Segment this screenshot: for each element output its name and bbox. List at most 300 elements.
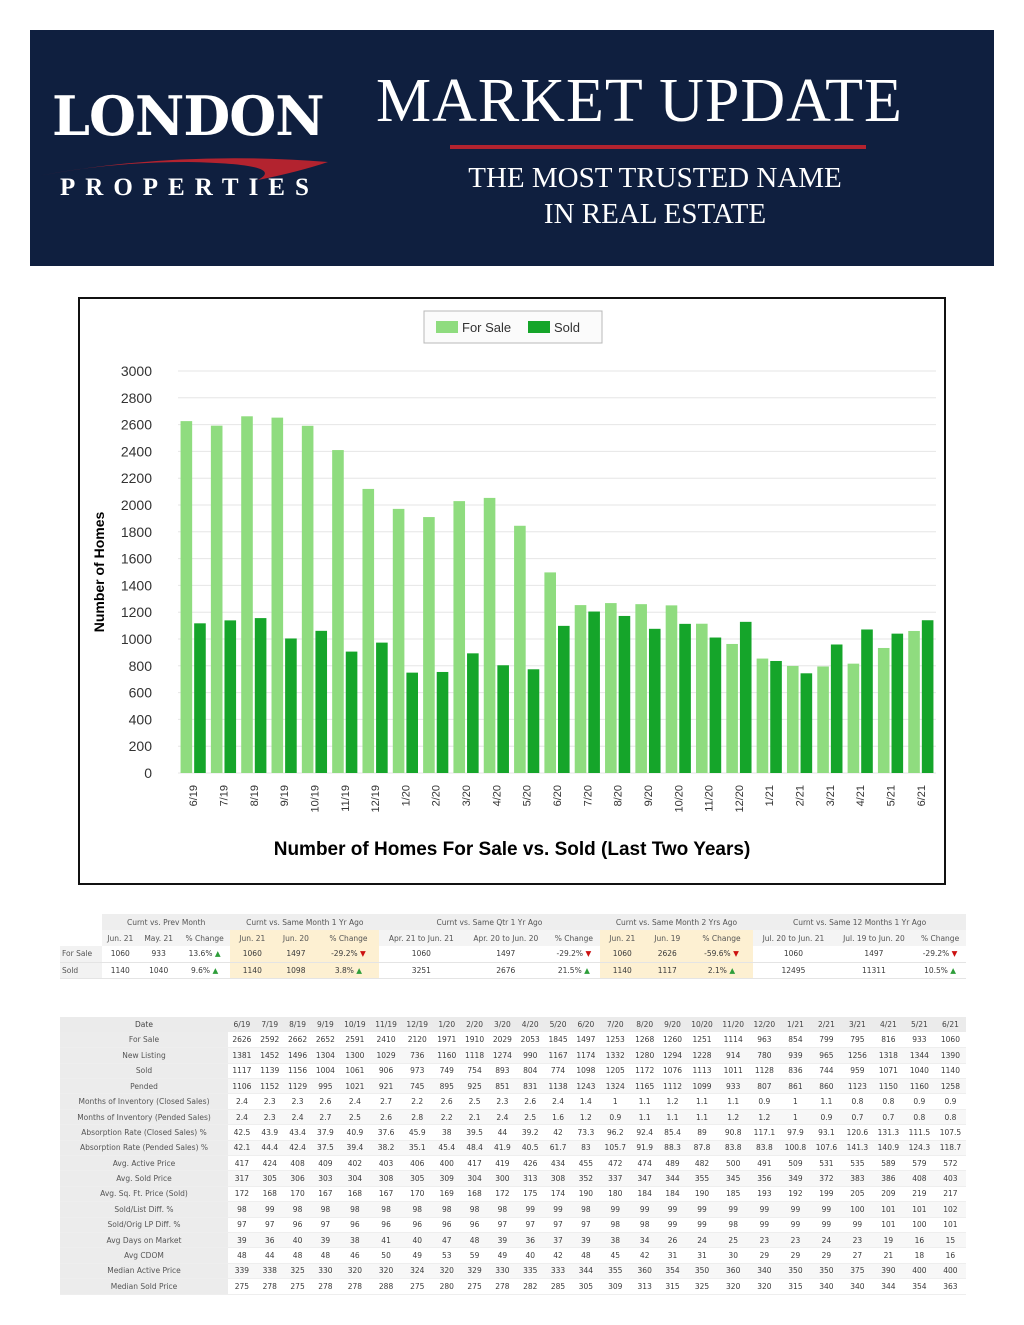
summary-column-header: Jul. 20 to Jun. 21: [753, 930, 833, 946]
table-cell: 97: [256, 1217, 284, 1232]
table-cell: 973: [402, 1063, 433, 1078]
table-cell: 417: [461, 1156, 489, 1171]
table-cell: 340: [749, 1263, 780, 1278]
table-cell: 282: [516, 1279, 544, 1294]
table-cell: 98: [284, 1202, 312, 1217]
table-cell: 1152: [256, 1079, 284, 1094]
table-cell: 303: [311, 1171, 339, 1186]
table-cell: 309: [433, 1171, 461, 1186]
summary-column-header: Apr. 21 to Jun. 21: [379, 930, 463, 946]
table-cell: 275: [228, 1279, 256, 1294]
table-cell: 2.4: [228, 1094, 256, 1109]
table-cell: 73.3: [572, 1125, 600, 1140]
table-cell: 1112: [659, 1079, 687, 1094]
summary-value-cell: 1060: [379, 946, 463, 962]
table-cell: 45.4: [433, 1140, 461, 1155]
x-tick-label: 6/20: [552, 785, 564, 807]
table-cell: 1332: [600, 1048, 631, 1063]
row-label: Months of Inventory (Pended Sales): [60, 1109, 228, 1124]
percent-change-cell: 21.5% ▲: [548, 962, 600, 978]
arrow-up-icon: ▲: [726, 965, 736, 975]
table-cell: 83.8: [718, 1140, 749, 1155]
table-cell: 308: [544, 1171, 572, 1186]
table-cell: 408: [284, 1156, 312, 1171]
table-cell: 990: [516, 1048, 544, 1063]
row-label: Pended: [60, 1079, 228, 1094]
table-cell: 141.3: [842, 1140, 873, 1155]
table-cell: 98: [488, 1202, 516, 1217]
table-cell: 354: [904, 1279, 935, 1294]
legend-label: Sold: [554, 320, 581, 335]
table-cell: 2029: [488, 1032, 516, 1047]
summary-value-cell: 1497: [464, 946, 548, 962]
table-cell: 34: [631, 1232, 659, 1247]
table-cell: 99: [659, 1202, 687, 1217]
table-cell: 1.1: [631, 1094, 659, 1109]
table-cell: 795: [842, 1032, 873, 1047]
table-cell: 2053: [516, 1032, 544, 1047]
table-cell: 774: [544, 1063, 572, 1078]
table-cell: 305: [402, 1171, 433, 1186]
table-cell: 1076: [659, 1063, 687, 1078]
table-cell: 37: [544, 1232, 572, 1247]
y-tick-label: 2200: [120, 470, 152, 487]
row-label: New Listing: [60, 1048, 228, 1063]
table-cell: 99: [544, 1202, 572, 1217]
table-cell: 2.3: [488, 1094, 516, 1109]
table-cell: 2.4: [228, 1109, 256, 1124]
month-column-header: 6/20: [572, 1017, 600, 1032]
summary-value-cell: 1098: [274, 962, 318, 978]
arrow-down-icon: ▼: [949, 949, 958, 959]
table-cell: 1268: [631, 1032, 659, 1047]
summary-value-cell: 12495: [753, 962, 833, 978]
table-cell: 754: [461, 1063, 489, 1078]
table-cell: 1004: [311, 1063, 339, 1078]
x-tick-label: 12/20: [733, 785, 746, 813]
summary-row-label: For Sale: [60, 946, 102, 962]
x-tick-label: 1/21: [764, 785, 777, 807]
bar-sold: [497, 665, 509, 773]
bar-sold: [376, 643, 388, 773]
table-cell: 1381: [228, 1048, 256, 1063]
bar-for-sale: [757, 659, 769, 773]
table-cell: 320: [433, 1263, 461, 1278]
bar-for-sale: [393, 509, 405, 773]
month-column-header: 11/19: [370, 1017, 401, 1032]
table-cell: 2.3: [284, 1094, 312, 1109]
table-cell: 91.9: [631, 1140, 659, 1155]
table-cell: 402: [339, 1156, 370, 1171]
table-cell: 1243: [572, 1079, 600, 1094]
table-cell: 180: [600, 1186, 631, 1201]
table-cell: 107.6: [811, 1140, 842, 1155]
table-cell: 38.2: [370, 1140, 401, 1155]
x-tick-label: 5/20: [521, 785, 534, 807]
summary-value-cell: 1060: [102, 946, 139, 962]
table-cell: 23: [749, 1232, 780, 1247]
bar-sold: [740, 622, 752, 773]
bar-sold: [346, 652, 358, 773]
table-cell: 88.3: [659, 1140, 687, 1155]
table-cell: 18: [904, 1248, 935, 1263]
bar-sold: [892, 634, 904, 773]
table-cell: 304: [339, 1171, 370, 1186]
summary-subheader-row: [60, 930, 966, 946]
table-cell: 38: [433, 1125, 461, 1140]
bar-for-sale: [848, 664, 860, 773]
table-cell: 1497: [572, 1032, 600, 1047]
table-cell: 1099: [686, 1079, 717, 1094]
table-cell: 1.1: [631, 1109, 659, 1124]
table-cell: 347: [631, 1171, 659, 1186]
table-cell: 44: [488, 1125, 516, 1140]
table-cell: 209: [873, 1186, 904, 1201]
table-cell: 278: [339, 1279, 370, 1294]
tagline-line-1: THE MOST TRUSTED NAME: [468, 162, 842, 194]
summary-column-header: Jun. 21: [230, 930, 274, 946]
x-tick-label: 11/20: [703, 785, 716, 812]
summary-row: [60, 946, 966, 962]
table-cell: 96: [402, 1217, 433, 1232]
bar-sold: [801, 673, 813, 773]
table-cell: 99: [600, 1202, 631, 1217]
summary-column-header: % Change: [318, 930, 379, 946]
table-cell: 906: [370, 1063, 401, 1078]
legend-swatch: [528, 321, 550, 333]
table-cell: 97: [228, 1217, 256, 1232]
table-cell: 38: [339, 1232, 370, 1247]
table-cell: 345: [718, 1171, 749, 1186]
summary-value-cell: 2676: [464, 962, 548, 978]
table-cell: 184: [631, 1186, 659, 1201]
x-tick-label: 6/19: [188, 785, 201, 807]
bar-for-sale: [666, 605, 678, 773]
x-tick-label: 3/21: [824, 785, 837, 807]
table-cell: 1123: [842, 1079, 873, 1094]
y-tick-label: 1400: [120, 577, 152, 594]
table-cell: 344: [659, 1171, 687, 1186]
table-cell: 99: [811, 1202, 842, 1217]
table-cell: 37.9: [311, 1125, 339, 1140]
table-cell: 1.1: [718, 1094, 749, 1109]
table-cell: 313: [631, 1279, 659, 1294]
table-cell: 275: [461, 1279, 489, 1294]
table-cell: 111.5: [904, 1125, 935, 1140]
table-cell: 170: [284, 1186, 312, 1201]
x-tick-label: 4/21: [855, 785, 868, 807]
table-cell: 278: [256, 1279, 284, 1294]
summary-value-cell: 1060: [753, 946, 833, 962]
arrow-down-icon: ▼: [357, 949, 366, 959]
table-cell: 1390: [935, 1048, 966, 1063]
table-cell: 0.7: [842, 1109, 873, 1124]
table-cell: 1253: [600, 1032, 631, 1047]
table-cell: 1304: [311, 1048, 339, 1063]
x-tick-label: 9/19: [279, 785, 292, 807]
table-cell: 97.9: [780, 1125, 811, 1140]
table-cell: 1228: [686, 1048, 717, 1063]
row-label: Avg. Sq. Ft. Price (Sold): [60, 1186, 228, 1201]
table-cell: 804: [516, 1063, 544, 1078]
table-cell: 1113: [686, 1063, 717, 1078]
bar-sold: [224, 620, 236, 773]
table-cell: 37.5: [311, 1140, 339, 1155]
table-cell: 275: [402, 1279, 433, 1294]
table-cell: 1150: [873, 1079, 904, 1094]
table-cell: 324: [402, 1263, 433, 1278]
table-cell: 0.9: [600, 1109, 631, 1124]
x-tick-label: 10/19: [309, 785, 322, 813]
table-cell: 99: [256, 1202, 284, 1217]
month-column-header: 10/20: [686, 1017, 717, 1032]
bar-sold: [831, 644, 843, 773]
summary-column-header: % Change: [914, 930, 966, 946]
row-label: Avg. Active Price: [60, 1156, 228, 1171]
table-cell: 170: [402, 1186, 433, 1201]
table-cell: 190: [572, 1186, 600, 1201]
table-cell: 102: [935, 1202, 966, 1217]
row-label: For Sale: [60, 1032, 228, 1047]
table-cell: 1324: [600, 1079, 631, 1094]
table-cell: 965: [811, 1048, 842, 1063]
table-cell: 350: [780, 1263, 811, 1278]
row-label: Sold/Orig LP Diff. %: [60, 1217, 228, 1232]
table-cell: 330: [488, 1263, 516, 1278]
bar-for-sale: [423, 517, 435, 773]
table-cell: 1140: [935, 1063, 966, 1078]
table-cell: 2.4: [488, 1109, 516, 1124]
month-column-header: 12/20: [749, 1017, 780, 1032]
summary-value-cell: 1497: [834, 946, 914, 962]
table-cell: 340: [842, 1279, 873, 1294]
table-cell: 90.8: [718, 1125, 749, 1140]
table-cell: 360: [718, 1263, 749, 1278]
summary-value-cell: 1140: [600, 962, 645, 978]
table-cell: 2.3: [256, 1094, 284, 1109]
table-cell: 19: [873, 1232, 904, 1247]
y-tick-label: 2000: [120, 497, 152, 513]
table-cell: 193: [749, 1186, 780, 1201]
table-cell: 744: [811, 1063, 842, 1078]
table-cell: 1910: [461, 1032, 489, 1047]
table-cell: 101: [904, 1202, 935, 1217]
table-cell: 184: [659, 1186, 687, 1201]
summary-value-cell: 1040: [139, 962, 179, 978]
table-cell: 174: [544, 1186, 572, 1201]
table-cell: 98: [433, 1202, 461, 1217]
table-cell: 46: [339, 1248, 370, 1263]
summary-column-header: Jun. 19: [645, 930, 690, 946]
table-cell: 914: [718, 1048, 749, 1063]
table-cell: 1117: [228, 1063, 256, 1078]
table-cell: 100: [904, 1217, 935, 1232]
table-cell: 2.7: [370, 1094, 401, 1109]
month-column-header: 2/21: [811, 1017, 842, 1032]
table-cell: 16: [904, 1232, 935, 1247]
bar-sold: [619, 616, 631, 773]
comparison-summary-table: [60, 914, 966, 979]
table-cell: 97: [572, 1217, 600, 1232]
table-cell: 105.7: [600, 1140, 631, 1155]
table-cell: 535: [842, 1156, 873, 1171]
tagline-line-2: IN REAL ESTATE: [543, 198, 767, 230]
table-cell: 749: [433, 1063, 461, 1078]
table-cell: 895: [433, 1079, 461, 1094]
table-cell: 2.6: [370, 1109, 401, 1124]
y-tick-label: 2400: [120, 443, 152, 460]
table-cell: 96: [461, 1217, 489, 1232]
table-cell: 98: [228, 1202, 256, 1217]
table-cell: 333: [544, 1263, 572, 1278]
table-cell: 2120: [402, 1032, 433, 1047]
table-cell: 921: [370, 1079, 401, 1094]
table-cell: 836: [780, 1063, 811, 1078]
table-cell: 0.9: [749, 1094, 780, 1109]
month-column-header: 6/19: [228, 1017, 256, 1032]
table-cell: 386: [873, 1171, 904, 1186]
month-column-header: 7/20: [600, 1017, 631, 1032]
table-cell: 169: [433, 1186, 461, 1201]
table-cell: 736: [402, 1048, 433, 1063]
table-cell: 851: [488, 1079, 516, 1094]
table-cell: 85.4: [659, 1125, 687, 1140]
table-row: [60, 1109, 966, 1124]
table-cell: 1258: [935, 1079, 966, 1094]
table-cell: 278: [488, 1279, 516, 1294]
bar-for-sale: [726, 644, 738, 773]
bar-for-sale: [453, 501, 465, 773]
table-cell: 288: [370, 1279, 401, 1294]
table-cell: 417: [228, 1156, 256, 1171]
table-cell: 320: [718, 1279, 749, 1294]
table-cell: 455: [572, 1156, 600, 1171]
month-column-header: 11/20: [718, 1017, 749, 1032]
table-row: [60, 1171, 966, 1186]
table-cell: 1138: [544, 1079, 572, 1094]
table-cell: 98: [370, 1202, 401, 1217]
table-cell: 509: [780, 1156, 811, 1171]
table-cell: 589: [873, 1156, 904, 1171]
table-cell: 1128: [749, 1063, 780, 1078]
table-cell: 403: [370, 1156, 401, 1171]
table-cell: 933: [718, 1079, 749, 1094]
table-cell: 99: [780, 1202, 811, 1217]
table-cell: 275: [284, 1279, 312, 1294]
table-cell: 893: [488, 1063, 516, 1078]
summary-column-header: May. 21: [139, 930, 179, 946]
table-cell: 1139: [256, 1063, 284, 1078]
y-tick-label: 3000: [120, 363, 152, 379]
table-cell: 24: [811, 1232, 842, 1247]
arrow-up-icon: ▲: [353, 965, 363, 975]
bar-for-sale: [514, 526, 526, 773]
arrow-down-icon: ▼: [583, 949, 592, 959]
table-cell: 190: [686, 1186, 717, 1201]
table-cell: 44: [256, 1248, 284, 1263]
month-column-header: 10/19: [339, 1017, 370, 1032]
table-cell: 831: [516, 1079, 544, 1094]
table-cell: 1: [600, 1094, 631, 1109]
table-cell: 83.8: [749, 1140, 780, 1155]
table-cell: 98: [631, 1217, 659, 1232]
table-cell: 36: [256, 1232, 284, 1247]
row-label: Avg CDOM: [60, 1248, 228, 1263]
table-cell: 99: [659, 1217, 687, 1232]
x-tick-label: 3/20: [461, 785, 474, 807]
percent-change-cell: -29.2% ▼: [914, 946, 966, 962]
table-cell: 16: [935, 1248, 966, 1263]
table-cell: 745: [402, 1079, 433, 1094]
table-cell: 1160: [904, 1079, 935, 1094]
table-cell: 100.8: [780, 1140, 811, 1155]
table-cell: 40: [516, 1248, 544, 1263]
table-cell: 403: [935, 1171, 966, 1186]
table-cell: 98: [461, 1202, 489, 1217]
month-column-header: 6/21: [935, 1017, 966, 1032]
table-cell: 306: [284, 1171, 312, 1186]
table-cell: 1040: [904, 1063, 935, 1078]
table-cell: 344: [873, 1279, 904, 1294]
table-cell: 2.4: [284, 1109, 312, 1124]
table-cell: 42.5: [228, 1125, 256, 1140]
bar-sold: [528, 669, 540, 773]
tagline: [420, 160, 890, 232]
bar-for-sale: [362, 489, 374, 773]
row-label: Sold: [60, 1063, 228, 1078]
table-cell: 383: [842, 1171, 873, 1186]
table-row: [60, 1094, 966, 1109]
table-cell: 315: [780, 1279, 811, 1294]
title-divider: [450, 145, 866, 149]
summary-column-header: Apr. 20 to Jun. 20: [464, 930, 548, 946]
table-cell: 1118: [461, 1048, 489, 1063]
y-tick-label: 400: [128, 711, 152, 728]
table-cell: 579: [904, 1156, 935, 1171]
row-label: Avg Days on Market: [60, 1232, 228, 1247]
table-cell: 363: [935, 1279, 966, 1294]
month-column-header: 1/20: [433, 1017, 461, 1032]
table-cell: 339: [228, 1263, 256, 1278]
percent-change-cell: -29.2% ▼: [318, 946, 379, 962]
row-label: Months of Inventory (Closed Sales): [60, 1094, 228, 1109]
bar-sold: [315, 631, 327, 773]
bar-for-sale: [575, 605, 587, 773]
table-cell: 31: [686, 1248, 717, 1263]
month-column-header: 3/21: [842, 1017, 873, 1032]
table-cell: 131.3: [873, 1125, 904, 1140]
table-cell: 304: [461, 1171, 489, 1186]
table-cell: 799: [811, 1032, 842, 1047]
summary-value-cell: 1060: [600, 946, 645, 962]
table-cell: 168: [256, 1186, 284, 1201]
summary-group-header: Curnt vs. Prev Month: [102, 914, 231, 930]
table-cell: 97: [488, 1217, 516, 1232]
month-column-header: 1/21: [780, 1017, 811, 1032]
table-cell: 400: [935, 1263, 966, 1278]
table-cell: 933: [904, 1032, 935, 1047]
month-column-header: 5/20: [544, 1017, 572, 1032]
table-row: [60, 1048, 966, 1063]
table-cell: 424: [256, 1156, 284, 1171]
table-cell: 24: [686, 1232, 717, 1247]
table-cell: 44.4: [256, 1140, 284, 1155]
table-cell: 219: [904, 1186, 935, 1201]
table-cell: 42.4: [284, 1140, 312, 1155]
table-cell: 572: [935, 1156, 966, 1171]
summary-value-cell: 933: [139, 946, 179, 962]
summary-corner-cell: [60, 930, 102, 946]
